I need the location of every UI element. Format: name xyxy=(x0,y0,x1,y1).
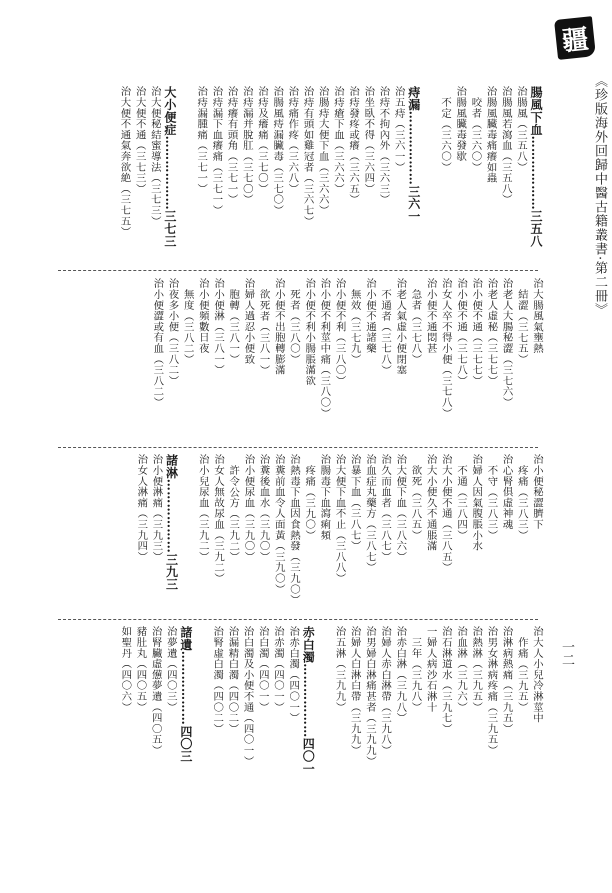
toc-entry: 治男女淋病疼痛（三九五） xyxy=(485,626,498,756)
toc-entry: 治赤白濁（四〇一） xyxy=(287,626,300,724)
toc-entry: 治腎臟虛憊夢遺（四〇五） xyxy=(149,626,162,756)
toc-entry: 治久而血者（三八七） xyxy=(379,454,392,562)
toc-entry: 治女人無故尿血（三九二） xyxy=(212,454,225,584)
toc-entry: 治淋病熱痛（三九五） xyxy=(500,626,513,734)
toc-entry: 治漏精白濁（四〇二） xyxy=(226,626,239,734)
toc-tier-1 xyxy=(72,86,542,266)
toc-entry: 治小便不通諸藥 xyxy=(363,278,376,354)
toc-entry: 治小便不通悶甚 xyxy=(424,278,437,354)
toc-columns xyxy=(72,278,542,458)
toc-entry: 治大腸風氣壅熱 xyxy=(531,278,543,354)
toc-entry: 治腸風（三五八） xyxy=(515,86,527,173)
section-heading: 諸淋………………三九三 xyxy=(164,454,179,591)
toc-entry: 治痔痛作疼（三六八） xyxy=(286,86,299,194)
toc-entry: 治大便下血不止（三八八） xyxy=(333,454,346,584)
toc-entry: 作痛（三九五） xyxy=(515,637,528,713)
toc-entry: 治痔有頭如雞冠者（三六七） xyxy=(301,86,314,227)
toc-entry: 治痔漏并脫肛（三七〇） xyxy=(240,86,253,205)
toc-entry: 欲死者（三八一） xyxy=(257,289,270,376)
toc-entry: 治老人大腸秘澀（三七六） xyxy=(500,278,513,408)
toc-entry: 治腸痔大便下血（三六六） xyxy=(316,86,329,216)
toc-tier-3 xyxy=(72,454,542,634)
toc-entry: 治大小便久不通脹滿 xyxy=(424,454,437,552)
toc-entry: 治大便下血（三八六） xyxy=(394,454,407,562)
toc-entry: 治小便不利莖中痛（三八〇） xyxy=(318,278,331,419)
toc-entry: 治赤濁（四〇一） xyxy=(272,626,284,713)
section-heading: 腸風下血………………三五八 xyxy=(529,86,543,248)
toc-entry: 結澀（三七五） xyxy=(515,289,528,365)
toc-entry: 治腸風痔漏臟毒（三七〇） xyxy=(271,86,284,216)
toc-entry: 如聖丹（四〇六） xyxy=(119,626,132,713)
section-heading: 大小便症………………三七三 xyxy=(162,86,177,248)
toc-entry: 不通者（三七八） xyxy=(379,289,392,376)
toc-entry: 治老人氣虛小便閉塞 xyxy=(394,278,407,376)
toc-entry: 治婦人赤白淋帶（三九八） xyxy=(379,626,392,756)
publisher-logo xyxy=(554,16,596,60)
toc-entry: 治女人卒不得小便（三七八） xyxy=(439,278,452,419)
toc-entry: 許令公方（三九二） xyxy=(227,465,240,563)
toc-entry: 治小兒尿血（三九二） xyxy=(196,454,209,562)
toc-entry: 治熱毒下血因食熱發（三九〇） xyxy=(288,454,300,606)
toc-entry: 治腸風臟毒發歇 xyxy=(454,86,467,162)
toc-entry: 治小便頻數日夜 xyxy=(196,278,209,354)
toc-entry: 治小便不通（三七七） xyxy=(470,278,483,386)
toc-entry: 治老人虛秘（三七七） xyxy=(485,278,498,386)
toc-entry: 治痔癢有頭角（三七一） xyxy=(225,86,238,205)
section-heading: 痔漏………………三六一 xyxy=(406,86,421,223)
toc-entry: 不守（三八三） xyxy=(485,465,498,541)
toc-entry: 治坐臥不得（三六四） xyxy=(362,86,375,194)
toc-entry: 治痔不拘內外（三六三） xyxy=(377,86,390,205)
toc-entry: 疼痛（三九〇） xyxy=(303,465,316,541)
toc-entry: 治心腎俱虛神魂 xyxy=(500,454,513,530)
toc-entry: 胞轉（三八一） xyxy=(227,289,240,365)
toc-entry: 治石淋道水（三九七） xyxy=(439,626,452,734)
toc-entry: 治小便秘澀臍下 xyxy=(531,454,543,530)
toc-entry: 治大小便不通（三八五） xyxy=(439,454,452,573)
toc-entry: 三年（三九八） xyxy=(409,637,422,713)
toc-entry: 治白濁（四〇一） xyxy=(256,626,269,713)
toc-entry: 治女人淋痛（三九四） xyxy=(135,454,148,562)
toc-entry: 疼痛（三八三） xyxy=(515,465,528,541)
toc-entry: 治糞前血令人面黃（三九〇） xyxy=(272,454,285,595)
toc-entry: 治五痔（三六一） xyxy=(392,86,405,173)
book-title: 《珍版海外回歸中醫古籍叢書·第二冊》 xyxy=(592,74,607,318)
toc-entry: 治腸風臟毒痛癢如蟲 xyxy=(484,86,497,184)
toc-entry: 治痔瘡下血（三六六） xyxy=(331,86,344,194)
page-number: 一二 xyxy=(559,640,574,666)
tier-divider xyxy=(58,270,538,271)
tier-divider xyxy=(58,447,538,448)
toc-entry: 治血淋（三九六） xyxy=(455,626,468,713)
toc-entry: 治腸風若瀉血（三五八） xyxy=(499,86,512,205)
toc-entry: 治夜多小便（三八二） xyxy=(166,278,179,386)
tier-divider xyxy=(58,619,538,620)
toc-entry: 治大便不通氣奔欲絶（三七五） xyxy=(118,86,131,238)
section-heading: 諸遺………………四〇三 xyxy=(178,626,193,763)
toc-entry: 治小便不利小腸脹滿欲 xyxy=(303,278,316,386)
toc-entry: 治痔及癢痛（三七〇） xyxy=(256,86,268,194)
toc-entry: 治熱淋（三九五） xyxy=(470,626,483,713)
toc-entry: 不通（三八四） xyxy=(455,465,468,541)
toc-columns xyxy=(72,626,542,806)
toc-entry: 治腸毒下血瀉痢頻 xyxy=(318,454,331,541)
toc-columns xyxy=(72,454,542,634)
toc-entry: 治小便淋痛（三九三） xyxy=(150,454,163,562)
toc-entry: 無度（三八二） xyxy=(181,289,194,365)
toc-entry: 無效（三七九） xyxy=(348,289,361,365)
toc-entry: 治痔漏下血癢痛（三七一） xyxy=(210,86,223,216)
toc-entry: 治暴下血（三八七） xyxy=(348,454,361,552)
toc-entry: 治大便秘結蜜導法（三七三） xyxy=(148,86,161,227)
toc-entry: 治小便尿血（三九〇） xyxy=(242,454,255,562)
toc-entry: 治小便淋（三八一） xyxy=(212,278,225,376)
toc-entry: 治男婦白淋痛甚者（三九九） xyxy=(363,626,376,767)
toc-entry: 治五淋（三九九） xyxy=(333,626,346,713)
toc-entry: 治糞後血水（三九〇） xyxy=(257,454,270,562)
toc-entry: 治夢遺（四〇三） xyxy=(164,626,177,713)
toc-entry: 死者（三八〇） xyxy=(288,289,300,365)
toc-entry: 治婦人過忍小便致 xyxy=(242,278,255,365)
toc-entry: 不定（三六〇） xyxy=(439,97,452,173)
toc-entry: 豬肚丸（四〇五） xyxy=(134,626,147,713)
toc-entry: 治血症丸藥方（三八七） xyxy=(363,454,376,573)
toc-entry: 治痔漏腫痛（三七一） xyxy=(195,86,208,194)
toc-entry: 咬者（三六〇） xyxy=(469,97,482,173)
toc-entry: 欲死（三八五） xyxy=(409,465,422,541)
toc-entry: 一婦人病沙石淋十 xyxy=(424,626,437,713)
toc-entry: 治小便不通（三七八） xyxy=(455,278,468,386)
toc-entry: 治小便不利（三八〇） xyxy=(333,278,346,386)
toc-entry: 急者（三七八） xyxy=(409,289,422,365)
toc-entry: 治大便不通（三七三） xyxy=(133,86,146,194)
section-heading: 赤白濁………………四〇一 xyxy=(301,626,316,775)
toc-entry: 治大人小兒冷淋莖中 xyxy=(531,626,543,724)
toc-tier-2 xyxy=(72,278,542,458)
toc-entry: 治赤白淋（三九八） xyxy=(394,626,407,724)
toc-entry: 治小便不出胞轉膨滿 xyxy=(272,278,285,376)
logo-glyph: 疆 xyxy=(560,24,590,57)
toc-entry: 治小便澀或有血（三八二） xyxy=(151,278,164,408)
toc-entry: 治痔發疼或癢（三六五） xyxy=(347,86,360,205)
toc-entry: 治腎虛白濁（四〇二） xyxy=(211,626,224,734)
toc-entry: 治白濁及小便不通（四〇一） xyxy=(241,626,254,767)
toc-entry: 治婦人白淋白帶（三九九） xyxy=(348,626,361,756)
toc-tier-4 xyxy=(72,626,542,806)
toc-columns xyxy=(72,86,542,266)
toc-entry: 治婦人因氣腹脹小水 xyxy=(470,454,483,552)
